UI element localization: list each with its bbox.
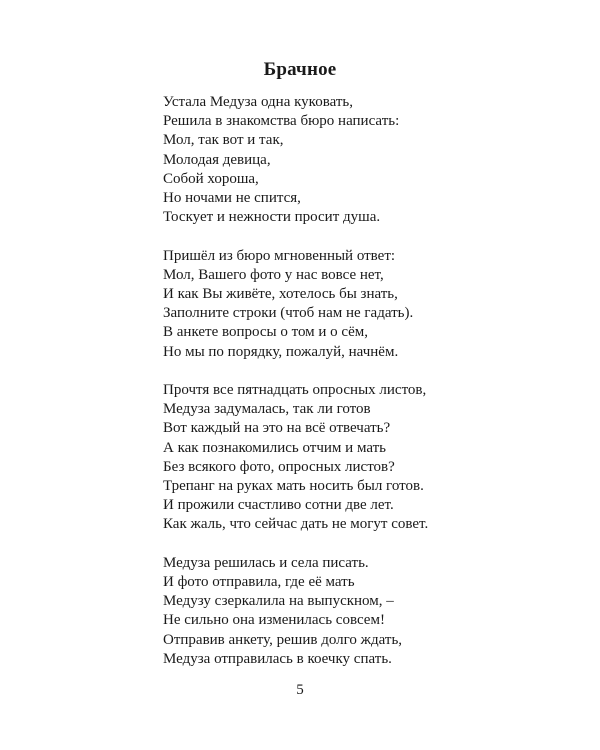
poem-line: Мол, Вашего фото у нас вовсе нет, [163, 266, 384, 283]
poem-line: Но мы по порядку, пожалуй, начнём. [163, 343, 399, 360]
poem-line: Медуза задумалась, так ли готов [163, 401, 371, 418]
poem-line: И прожили счастливо сотни две лет. [163, 497, 394, 514]
poem-line: Решила в знакомства бюро написать: [163, 113, 400, 130]
stanza [163, 554, 583, 669]
poem-line: В анкете вопросы о том и о сём, [163, 324, 368, 341]
poem-line: Отправив анкету, решив долго ждать, [163, 631, 403, 648]
poem-line: Вот каждый на это на всё отвечать? [163, 420, 391, 437]
poem-line: И фото отправила, где её мать [163, 574, 355, 591]
poem-line: Устала Медуза одна куковать, [163, 94, 353, 110]
poem-line: Пришёл из бюро мгновенный ответ: [163, 247, 396, 264]
poem-line: Медуза отправилась в коечку спать. [163, 650, 392, 667]
poem-line: Собой хороша, [163, 170, 259, 187]
page-number: 5 [296, 682, 304, 698]
poem-line: Молодая девица, [163, 151, 271, 168]
poem-line: Тоскует и нежности просит душа. [163, 209, 381, 226]
poem-line: Но ночами не спится, [163, 190, 301, 207]
stanza [163, 381, 583, 535]
poem-line: И как Вы живёте, хотелось бы знать, [163, 286, 398, 303]
poem-title: Брачное [263, 59, 337, 80]
poem-line: Мол, так вот и так, [163, 132, 284, 149]
poem-line: А как познакомились отчим и мать [163, 439, 387, 456]
stanza [163, 93, 583, 227]
poem-line: Не сильно она изменилась совсем! [163, 612, 385, 629]
poem-line: Прочтя все пятнадцать опросных листов, [163, 382, 427, 399]
poem-line: Медуза решилась и села писать. [163, 554, 369, 571]
stanza [163, 247, 583, 362]
poem-line: Заполните строки (чтоб нам не гадать). [163, 305, 414, 322]
poem-body [163, 93, 583, 669]
poem-line: Трепанг на руках мать носить был готов. [163, 478, 424, 495]
poem-line: Медузу сзеркалила на выпускном, – [163, 593, 394, 610]
poem-line: Без всякого фото, опросных листов? [163, 458, 395, 475]
poem-line: Как жаль, что сейчас дать не могут совет. [163, 516, 429, 533]
